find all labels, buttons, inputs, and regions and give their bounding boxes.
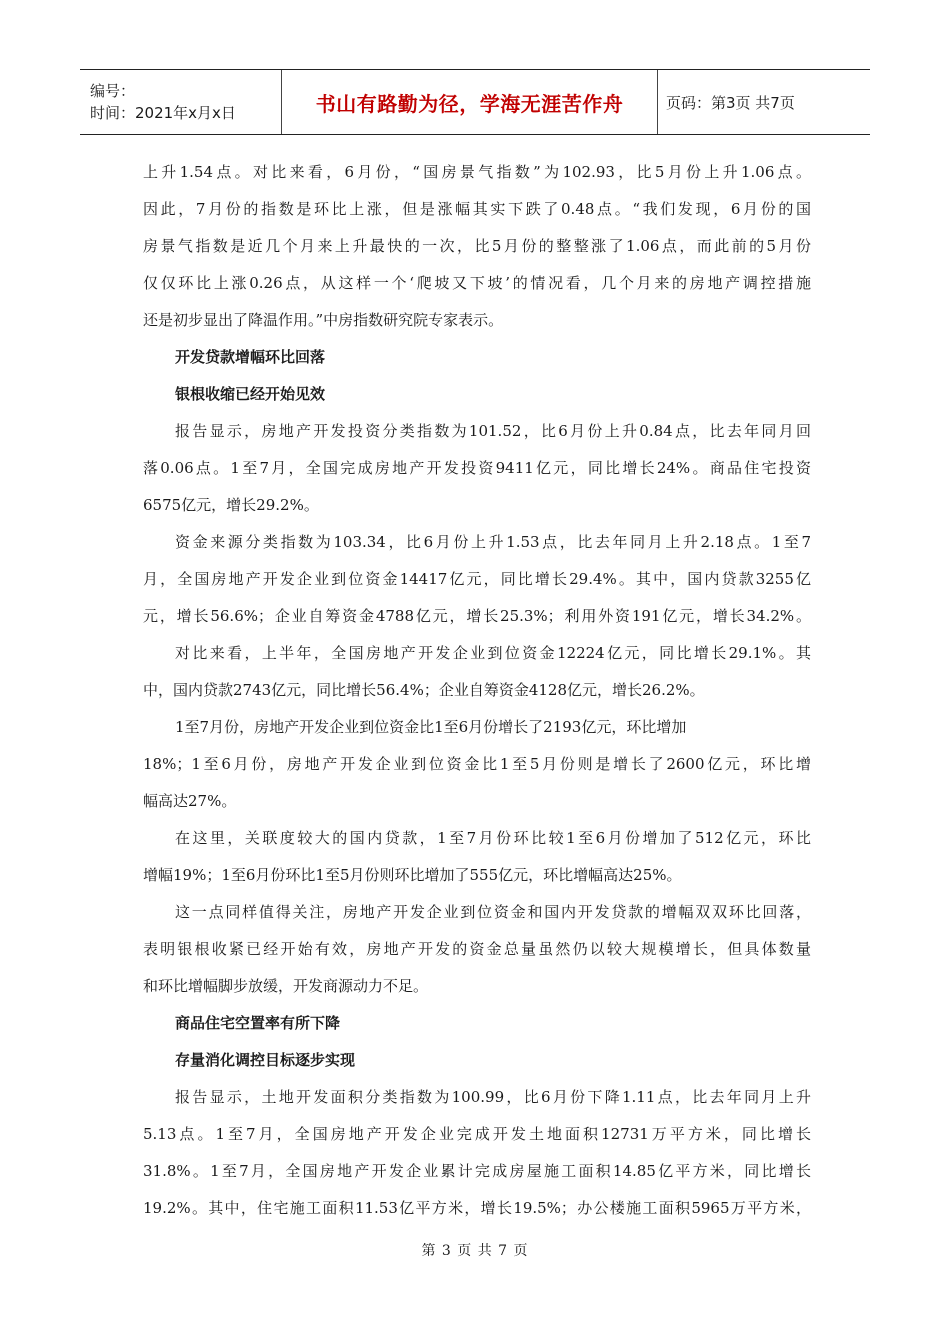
doc-number-label: 编号： (90, 82, 136, 100)
date-text: 时间：2021年x月x日 (90, 104, 236, 122)
page-indicator-cell (658, 70, 870, 134)
body-line: 增幅19%；1至6月份环比1至5月份则环比增加了555亿元，环比增幅高达25%。 (143, 866, 682, 884)
page-header-table (80, 69, 870, 135)
body-line: 幅高达27%。 (143, 792, 237, 810)
body-line: 报告显示，土地开发面积分类指数为100.99，比6月份下降1.11点，比去年同月上升 (175, 1088, 811, 1106)
section-heading: 开发贷款增幅环比回落 (175, 348, 326, 366)
body-line: 18%；1至6月份，房地产开发企业到位资金比1至5月份则是增长了2600亿元，环比增 (143, 755, 811, 773)
header-info-cell (80, 70, 282, 134)
body-line: 在这里，关联度较大的国内贷款，1至7月份环比较1至6月份增加了512亿元，环比 (175, 829, 811, 847)
body-line: 资金来源分类指数为103.34，比6月份上升1.53点，比去年同月上升2.18点。1至7 (175, 533, 811, 551)
body-line: 中，国内贷款2743亿元，同比增长56.4%；企业自筹资金4128亿元，增长26.2%。 (143, 681, 705, 699)
section-subheading: 存量消化调控目标逐步实现 (175, 1051, 356, 1069)
body-line: 19.2%。其中，住宅施工面积11.53亿平方米，增长19.5%；办公楼施工面积5965万平方米， (143, 1199, 811, 1217)
body-line: 表明银根收紧已经开始有效，房地产开发的资金总量虽然仍以较大规模增长，但具体数量 (143, 940, 811, 958)
section-heading: 商品住宅空置率有所下降 (175, 1014, 341, 1032)
motto-cell (282, 70, 658, 134)
body-line: 6575亿元，增长29.2%。 (143, 496, 319, 514)
body-line: 5.13点。1至7月，全国房地产开发企业完成开发土地面积12731万平方米，同比增长 (143, 1125, 811, 1143)
motto-text: 书山有路勤为径，学海无涯苦作舟 (315, 91, 624, 116)
document-body (143, 154, 811, 1227)
body-line: 月，全国房地产开发企业到位资金14417亿元，同比增长29.4%。其中，国内贷款3255亿 (143, 570, 811, 588)
body-line: 报告显示，房地产开发投资分类指数为101.52，比6月份上升0.84点，比去年同月回 (175, 422, 811, 440)
body-line: 还是初步显出了降温作用。”中房指数研究院专家表示。 (143, 311, 504, 329)
body-line: 因此，7月份的指数是环比上涨，但是涨幅其实下跌了0.48点。“我们发现，6月份的国 (143, 200, 811, 218)
body-line: 落0.06点。1至7月，全国完成房地产开发投资9411亿元，同比增长24%。商品住宅投资 (143, 459, 811, 477)
body-line: 对比来看，上半年，全国房地产开发企业到位资金12224亿元，同比增长29.1%。其 (175, 644, 811, 662)
section-subheading: 银根收缩已经开始见效 (175, 385, 326, 403)
page-footer: 第 3 页 共 7 页 (421, 1243, 529, 1259)
body-line: 元，增长56.6%；企业自筹资金4788亿元，增长25.3%；利用外资191亿元，增长34.2%。 (143, 607, 811, 625)
body-line: 仅仅环比上涨0.26点，从这样一个‘爬坡又下坡’的情况看，几个月来的房地产调控措施 (143, 274, 811, 292)
body-line: 31.8%。1至7月，全国房地产开发企业累计完成房屋施工面积14.85亿平方米，同比增长 (143, 1162, 811, 1180)
page-indicator: 页码：第3页 共7页 (666, 93, 795, 112)
body-line: 房景气指数是近几个月来上升最快的一次，比5月份的整整涨了1.06点，而此前的5月份 (143, 237, 811, 255)
body-line: 这一点同样值得关注，房地产开发企业到位资金和国内开发贷款的增幅双双环比回落， (175, 903, 811, 921)
body-line: 上升1.54点。对比来看，6月份，“国房景气指数”为102.93，比5月份上升1.06点。 (143, 163, 811, 181)
body-line: 1至7月份，房地产开发企业到位资金比1至6月份增长了2193亿元，环比增加 (175, 718, 687, 736)
body-line: 和环比增幅脚步放缓，开发商源动力不足。 (143, 977, 429, 995)
